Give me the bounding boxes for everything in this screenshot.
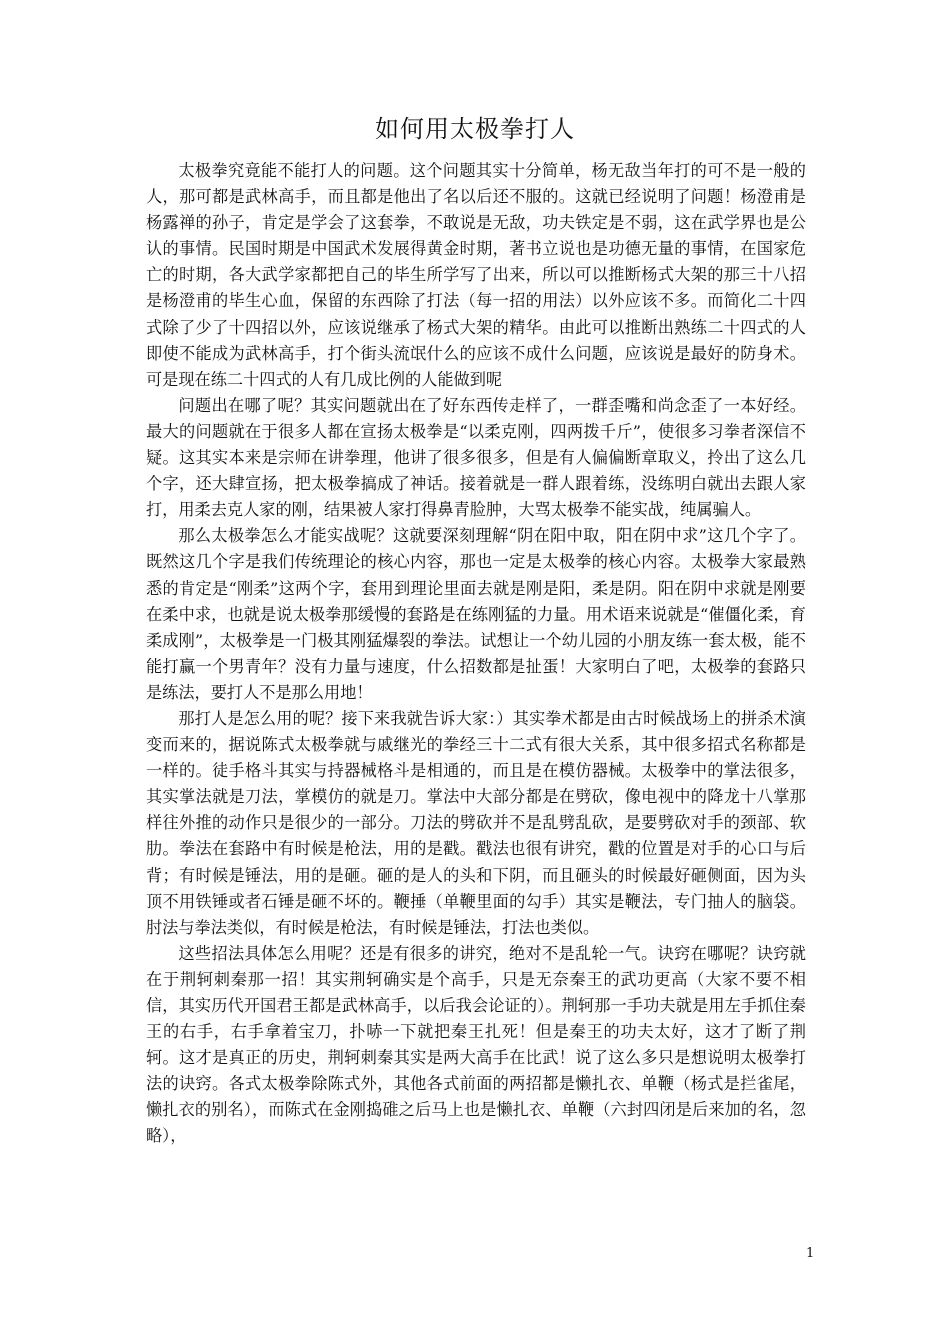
page-title: 如何用太极拳打人 [375, 115, 575, 143]
paragraph: 这些招法具体怎么用呢？还是有很多的讲究，绝对不是乱轮一气。诀窍在哪呢？诀窍就在于荆轲刺秦那一招！其实荆轲确实是个高手，只是无奈秦王的武功更高（大家不要不相信，其实历代开国君王都是武林高手，以后我会论证的）。荆轲那一手功夫就是用左手抓住秦王的右手，右手拿着宝刀，扑哧一下就把秦王扎死！但是秦王的功夫太好，这才了断了荆轲。这才是真正的历史，荆轲刺秦其实是两大高手在比武！说了这么多只是想说明太极拳打法的诀窍。各式太极拳除陈式外，其他各式前面的两招都是懒扎衣、单鞭（杨式是拦雀尾，懒扎衣的别名），而陈式在金刚捣碓之后马上也是懒扎衣、单鞭（六封四闭是后来加的名，忽略）， [146, 943, 806, 1146]
paragraph: 问题出在哪了呢？其实问题就出在了好东西传走样了，一群歪嘴和尚念歪了一本好经。最大的问题就在于很多人都在宣扬太极拳是“以柔克刚，四两拨千斤”，使很多习拳者深信不疑。这其实本来是宗师在讲拳理，他讲了很多很多，但是有人偏偏断章取义，拎出了这么几个字，还大肆宣扬，把太极拳搞成了神话。接着就是一群人跟着练，没练明白就出去跟人家打，用柔去克人家的刚，结果被人家打得鼻青脸肿，大骂太极拳不能实战，纯属骗人。 [146, 395, 806, 520]
paragraph: 太极拳究竟能不能打人的问题。这个问题其实十分简单，杨无敌当年打的可不是一般的人，那可都是武林高手，而且都是他出了名以后还不服的。这就已经说明了问题！杨澄甫是杨露禅的孙子，肯定是学会了这套拳，不敢说是无敌，功夫铁定是不弱，这在武学界也是公认的事情。民国时期是中国武术发展得黄金时期，著书立说也是功德无量的事情，在国家危亡的时期，各大武学家都把自己的毕生所学写了出来，所以可以推断杨式大架的那三十八招是杨澄甫的毕生心血，保留的东西除了打法（每一招的用法）以外应该不多。而简化二十四式除了少了十四招以外，应该说继承了杨式大架的精华。由此可以推断出熟练二十四式的人即使不能成为武林高手，打个街头流氓什么的应该不成什么问题，应该说是最好的防身术。可是现在练二十四式的人有几成比例的人能做到呢 [146, 161, 806, 389]
paragraph: 那么太极拳怎么才能实战呢？这就要深刻理解“阴在阳中取，阳在阴中求”这几个字了。既然这几个字是我们传统理论的核心内容，那也一定是太极拳的核心内容。太极拳大家最熟悉的肯定是“刚柔”这两个字，套用到理论里面去就是刚是阳，柔是阴。阳在阴中求就是刚要在柔中求，也就是说太极拳那缓慢的套路是在练刚猛的力量。用术语来说就是“催僵化柔，育柔成刚”，太极拳是一门极其刚猛爆裂的拳法。试想让一个幼儿园的小朋友练一套太极，能不能打赢一个男青年？没有力量与速度，什么招数都是扯蛋！大家明白了吧，太极拳的套路只是练法，要打人不是那么用地！ [146, 526, 806, 702]
paragraph: 那打人是怎么用的呢？接下来我就告诉大家：）其实拳术都是由古时候战场上的拼杀术演变而来的，据说陈式太极拳就与戚继光的拳经三十二式有很大关系，其中很多招式名称都是一样的。徒手格斗其实与持器械格斗是相通的，而且是在模仿器械。太极拳中的掌法很多，其实掌法就是刀法，掌模仿的就是刀。掌法中大部分都是在劈砍，像电视中的降龙十八掌那样往外推的动作只是很少的一部分。刀法的劈砍并不是乱劈乱砍，是要劈砍对手的颈部、软肋。拳法在套路中有时候是枪法，用的是戳。戳法也很有讲究，戳的位置是对手的心口与后背；有时候是锤法，用的是砸。砸的是人的头和下阴，而且砸头的时候最好砸侧面，因为头顶不用铁锤或者石锤是砸不坏的。鞭捶（单鞭里面的勾手）其实是鞭法，专门抽人的脑袋。肘法与拳法类似，有时候是枪法，有时候是锤法，打法也类似。 [146, 708, 806, 937]
document-body [146, 158, 806, 1150]
page-number: 1 [806, 1246, 815, 1261]
